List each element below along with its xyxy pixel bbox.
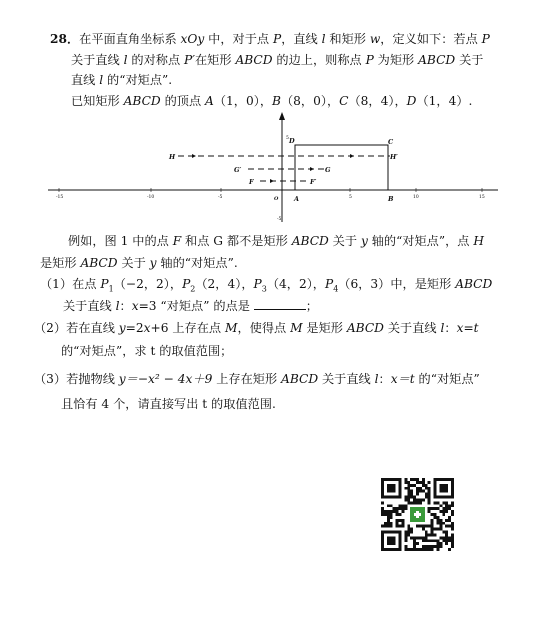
coordinate-figure bbox=[48, 112, 508, 224]
q2-line-1: （2）若在直线 y=2x+6 上存在点 M，使得点 M 是矩形 ABCD 关于直线 l：x=t bbox=[34, 321, 479, 335]
text: D bbox=[406, 94, 417, 108]
text: ，直线 bbox=[281, 32, 322, 46]
label-o: O bbox=[274, 196, 279, 202]
text: 已知矩形 bbox=[71, 94, 124, 108]
tick-label: 5 bbox=[349, 195, 352, 200]
text: l bbox=[99, 73, 104, 87]
text: （3）若抛物线 bbox=[34, 372, 119, 386]
arrow-marker bbox=[350, 154, 354, 158]
text: F bbox=[172, 234, 182, 248]
text: P bbox=[100, 277, 109, 291]
text: 3 bbox=[261, 284, 267, 294]
text: w bbox=[369, 32, 381, 46]
text: （2）若在直线 bbox=[34, 321, 119, 335]
text: ABCD bbox=[281, 372, 319, 386]
text: B bbox=[272, 94, 281, 108]
text: ； bbox=[305, 299, 318, 313]
given-line bbox=[71, 93, 472, 109]
tick-label: 15 bbox=[479, 195, 485, 200]
text: 和点 G 都不是矩形 bbox=[181, 234, 292, 248]
label-d: D bbox=[289, 137, 295, 145]
text: P′ bbox=[184, 53, 195, 67]
text: （1，0）， bbox=[213, 94, 273, 108]
text: y＝−x² − 4x＋9 bbox=[118, 372, 213, 386]
text: P bbox=[365, 53, 374, 67]
answer-blank[interactable] bbox=[254, 298, 306, 310]
text: M bbox=[290, 321, 303, 335]
text: ： bbox=[378, 372, 391, 386]
text: 的“对矩点” bbox=[414, 372, 480, 386]
y-axis-arrow bbox=[279, 112, 285, 120]
text: 关于直线 bbox=[71, 53, 124, 67]
text: （1）在点 bbox=[40, 277, 101, 291]
label-f-prime: F′ bbox=[310, 178, 317, 186]
text: P bbox=[182, 277, 191, 291]
text: 关于直线 bbox=[63, 299, 116, 313]
text: =2 bbox=[125, 321, 144, 335]
text: ABCD bbox=[455, 277, 493, 291]
text: x bbox=[143, 321, 151, 335]
text: （8，4）， bbox=[348, 94, 407, 108]
text: 轴的“对矩点”，点 bbox=[367, 234, 474, 248]
text: 2 bbox=[190, 284, 196, 294]
text: ： bbox=[444, 321, 457, 335]
text: ，使得点 bbox=[237, 321, 291, 335]
problem-line-1 bbox=[50, 31, 490, 47]
text: l bbox=[123, 53, 128, 67]
text: y bbox=[118, 321, 126, 335]
label-g: G bbox=[325, 166, 331, 174]
text: ABCD bbox=[80, 256, 118, 270]
qr-code bbox=[381, 478, 454, 551]
text: P bbox=[481, 32, 490, 46]
text: l bbox=[440, 321, 445, 335]
text: 是矩形 bbox=[302, 321, 347, 335]
text: +6 上存在点 bbox=[150, 321, 225, 335]
text: =3 “对矩点” 的点是 bbox=[138, 299, 254, 313]
text: ABCD bbox=[418, 53, 456, 67]
label-b: B bbox=[388, 195, 394, 203]
q1-line-2 bbox=[63, 298, 318, 314]
text: 关于 bbox=[117, 256, 150, 270]
text: P bbox=[253, 277, 262, 291]
text: 为矩形 bbox=[373, 53, 419, 67]
text: x＝t bbox=[390, 372, 415, 386]
tick-label: -5 bbox=[218, 195, 223, 200]
problem-number: 28． bbox=[50, 32, 80, 46]
text: （1，4）. bbox=[416, 94, 473, 108]
text: 例如，图 1 中的点 bbox=[68, 234, 173, 248]
problem-line-2 bbox=[71, 52, 483, 68]
text: A bbox=[205, 94, 214, 108]
label-f: F bbox=[249, 178, 254, 186]
example-line-2 bbox=[40, 255, 238, 271]
text: （8，0）， bbox=[280, 94, 340, 108]
arrow-marker bbox=[192, 154, 196, 158]
text: 的顶点 bbox=[160, 94, 206, 108]
text: 关于 bbox=[455, 53, 484, 67]
text: 的边上，则称点 bbox=[272, 53, 366, 67]
text: 的“对矩点”. bbox=[103, 73, 173, 87]
text: l bbox=[374, 372, 379, 386]
text: 在矩形 bbox=[195, 53, 236, 67]
tick-label: -5 bbox=[277, 217, 282, 222]
rectangle-abcd bbox=[295, 145, 388, 190]
text: 关于直线 bbox=[318, 372, 375, 386]
label-a: A bbox=[294, 195, 300, 203]
text: y bbox=[149, 256, 157, 270]
text: 关于直线 bbox=[383, 321, 441, 335]
q3-line-1 bbox=[34, 371, 480, 387]
text: x bbox=[456, 321, 464, 335]
text: 的对称点 bbox=[127, 53, 185, 67]
label-h: H bbox=[169, 153, 176, 161]
q3-line-2: 且恰有 4 个，请直接写出 t 的取值范围. bbox=[61, 397, 276, 411]
text: ABCD bbox=[123, 94, 161, 108]
text: 上存在矩形 bbox=[212, 372, 282, 386]
text: ： bbox=[119, 299, 132, 313]
text: 1 bbox=[108, 284, 114, 294]
text: xOy bbox=[180, 32, 205, 46]
text: 4 bbox=[333, 284, 339, 294]
text: （4，2）， bbox=[266, 277, 325, 291]
text: 在平面直角坐标系 bbox=[79, 32, 181, 46]
arrow-marker bbox=[310, 167, 314, 171]
text: ABCD bbox=[346, 321, 384, 335]
text: （6，3）中，是矩形 bbox=[338, 277, 456, 291]
label-h-prime: H′ bbox=[390, 153, 398, 161]
text: x bbox=[131, 299, 139, 313]
text: 和矩形 bbox=[325, 32, 370, 46]
text: C bbox=[339, 94, 349, 108]
text: y bbox=[360, 234, 368, 248]
text: 中，对于点 bbox=[204, 32, 273, 46]
text: ABCD bbox=[235, 53, 273, 67]
text: P bbox=[325, 277, 334, 291]
text: ABCD bbox=[291, 234, 329, 248]
text: ，定义如下：若点 bbox=[380, 32, 482, 46]
text: 直线 bbox=[71, 73, 100, 87]
text: （−2，2）， bbox=[113, 277, 183, 291]
text: 关于 bbox=[328, 234, 361, 248]
tick-label: -10 bbox=[147, 195, 155, 200]
example-line-1 bbox=[68, 233, 484, 249]
text: t bbox=[473, 321, 479, 335]
text: （2，4）， bbox=[195, 277, 254, 291]
label-g-prime: G′ bbox=[234, 166, 242, 174]
q2-line-2: 的“对矩点”，求 t 的取值范围； bbox=[61, 344, 233, 358]
text: 轴的“对矩点”. bbox=[156, 256, 238, 270]
text: l bbox=[321, 32, 326, 46]
text: M bbox=[224, 321, 238, 335]
q1-line-1 bbox=[40, 276, 492, 297]
tick-label: 10 bbox=[413, 195, 419, 200]
tick-label: 5 bbox=[286, 136, 289, 141]
text: P bbox=[272, 32, 282, 46]
problem-line-3 bbox=[71, 72, 172, 88]
arrow-marker bbox=[270, 179, 274, 183]
text: l bbox=[115, 299, 120, 313]
label-c: C bbox=[388, 138, 394, 146]
text: 是矩形 bbox=[40, 256, 81, 270]
text: H bbox=[473, 234, 484, 248]
tick-label: -15 bbox=[56, 195, 64, 200]
